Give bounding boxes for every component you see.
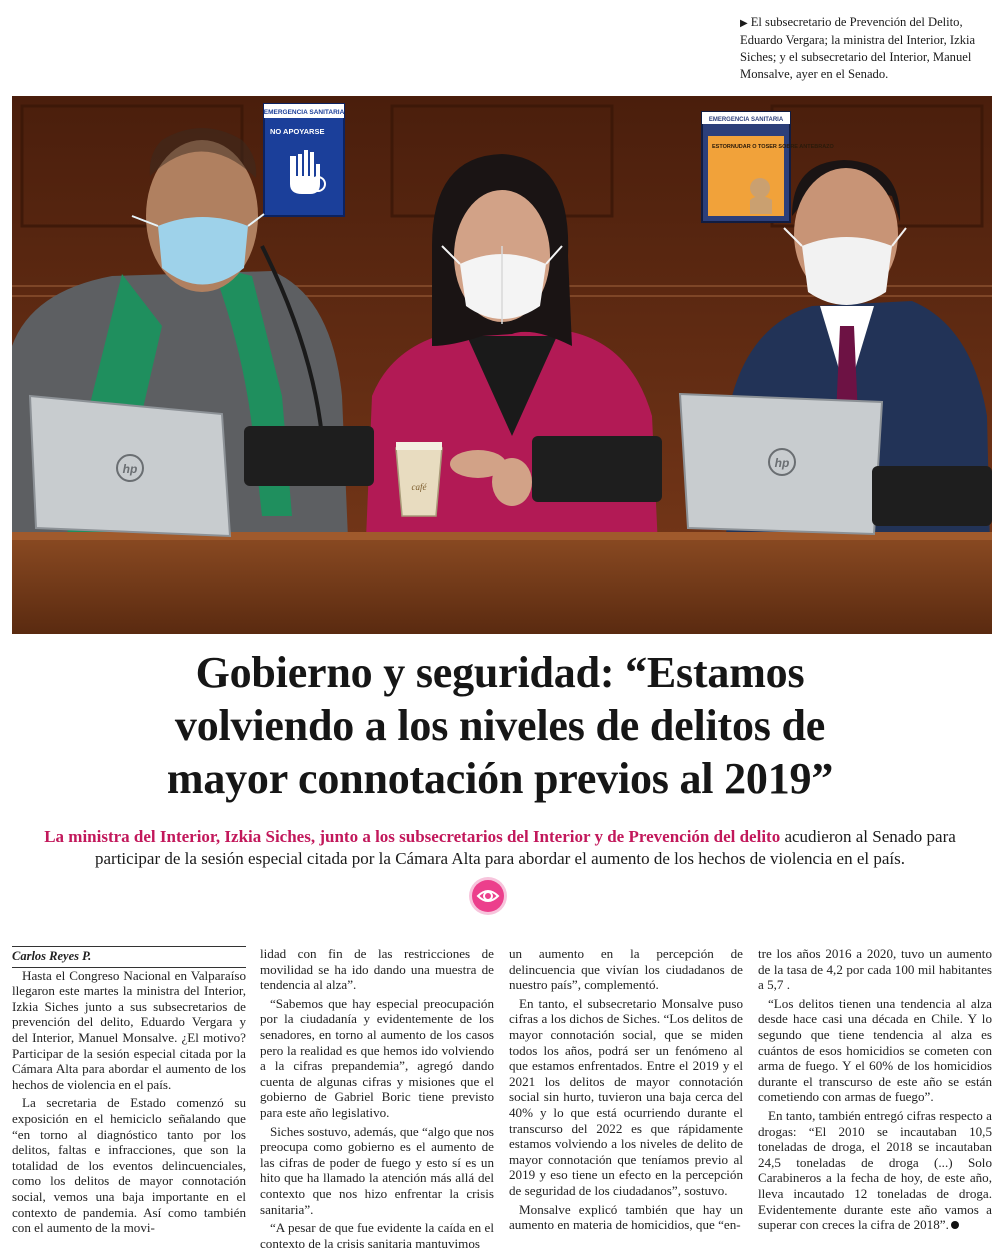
article-column-1 [12, 946, 246, 1252]
end-mark-icon [951, 1221, 959, 1229]
article-column-2 [260, 946, 494, 1252]
laptop-left [30, 396, 230, 536]
cup-logo: café [411, 482, 427, 492]
sign-right-title: EMERGENCIA SANITARIA [708, 117, 784, 123]
paragraph-text: En tanto, también entregó cifras respecto a drogas: “El 2010 se incautaban 10,5 toneladas de droga, el 2018 se incautaban 24,5 toneladas de droga (...) Solo Carabineros a la fecha de hoy, de este año, lleva incautado 12 toneladas de droga. Evidentemente durante este año vamos a superar con creces la cifra de 2018”. [758, 1107, 992, 1233]
sign-left-title: EMERGENCIA SANITARIA [263, 109, 345, 116]
coffee-cup [396, 442, 442, 516]
laptop-logo-right: hp [774, 456, 790, 470]
paragraph: un aumento en la percepción de delincuencia que vivían los ciudadanos de nuestro país”, complementó. [509, 946, 743, 993]
paragraph [758, 1108, 992, 1233]
paragraph: “A pesar de que fue evidente la caída en el contexto de la crisis sanitaria mantuvimos [260, 1220, 494, 1251]
senate-photo [12, 96, 992, 634]
laptop-right [680, 394, 882, 534]
headline-line-1: Gobierno y seguridad: “Estamos [195, 648, 805, 697]
headline-line-2: volviendo a los niveles de delitos de [174, 701, 826, 750]
paragraph: tre los años 2016 a 2020, tuvo un aumento de la tasa de 4,2 por cada 100 mil habitantes a 5,7 . [758, 946, 992, 993]
photo-caption [740, 14, 990, 83]
caption-arrow-icon: ▶ [740, 18, 748, 29]
caption-text: El subsecretario de Prevención del Delito, Eduardo Vergara; la ministra del Interior, Izkia Siches; y el subsecretario del Interior, Manuel Monsalve, ayer en el Senado. [740, 15, 976, 81]
paragraph: lidad con fin de las restricciones de movilidad se ha ido dando una muestra de tendencia al alza”. [260, 946, 494, 993]
sign-no-apoyarse [264, 104, 345, 216]
laptop-logo-left: hp [122, 462, 138, 476]
sign-right-text: ESTORNUDAR O TOSER SOBRE ANTEBRAZO [712, 144, 834, 150]
paragraph: “Sabemos que hay especial preocupación por la ciudadanía y evidentemente de los senadores, en torno al aumento de los casos pero la realidad es que hemos ido volviendo a la cifras prepandemia”, agregó dando cuenta de algunas cifras y misiones que el gobierno de Gabriel Boric tiene previsto para este año legislativo. [260, 995, 494, 1120]
lead-highlight: La ministra del Interior, Izkia Siches, junto a los subsecretarios del Interior y de Prevención del delito [44, 827, 781, 846]
sign-left-text: NO APOYARSE [270, 127, 325, 136]
headline [20, 646, 980, 805]
article-column-3 [509, 946, 743, 1252]
article-column-4 [758, 946, 992, 1252]
eye-icon [472, 880, 504, 912]
paragraph: Siches sostuvo, además, que “algo que nos preocupa como gobierno es el aumento de las cifras de poder de fuego y esto sí es un hito que ha llamado la atención más allá del contexto que nos hizo enfrentar la crisis sanitaria”. [260, 1123, 494, 1217]
paragraph: En tanto, el subsecretario Monsalve puso cifras a los dichos de Siches. “Los delitos de mayor connotación social, que se miden todos los años, podrá ser un fenómeno al que estamos enfrentados. Entre el 2019 y el 2021 los delitos de mayor connotación social sin hurto, tuvieron una baja cerca del 40% y lo que está ocurriendo durante el transcurso del 2022 es que rápidamente estamos volviendo a los niveles de delito de mayor connotación que teníamos previo al 2019 y eso tiene un efecto en la percepción de seguridad de los ciudadanos”, sostuvo. [509, 995, 743, 1198]
paragraph: Monsalve explicó también que hay un aumento en materia de homicidios, que “en- [509, 1201, 743, 1233]
lead-paragraph [12, 826, 988, 870]
senate-photo-illustration [12, 96, 992, 634]
headline-line-3: mayor connotación previos al 2019” [166, 754, 834, 803]
paragraph: La secretaria de Estado comenzó su exposición en el hemiciclo señalando que “en torno al diagnóstico tanto por los delitos, faltas e infracciones, que son la totalidad de los eventos delincuenciales, como los delitos de mayor connotación social, vemos una baja importante en el contexto de pandemia. Así como también con el aumento de la movi- [12, 1095, 246, 1236]
article-body [12, 946, 990, 1252]
paragraph: “Los delitos tienen una tendencia al alza desde hace casi una década en Chile. Y lo segundo que tiene tendencia al alza es cuántos de esos homicidios se cometen con arma de fuego. Y el 60% de los homicidios durante el transcurso de este año se están cometiendo con armas de fuego”. [758, 995, 992, 1105]
byline: Carlos Reyes P. [12, 946, 246, 968]
lead-rest: acudieron al Senado para participar de la sesión especial citada por la Cámara Alta para abordar el aumento de los hechos de violencia en el país. [95, 827, 956, 868]
paragraph: Hasta el Congreso Nacional en Valparaíso llegaron este martes la ministra del Interior, Izkia Siches junto a sus subsecretarios de prevención del delito, Eduardo Vergara y del Interior, Manuel Monsalve. ¿El motivo? Participar de la sesión especial citada por la Cámara Alta para abordar el aumento de los hechos de violencia en el país. [12, 967, 246, 1092]
